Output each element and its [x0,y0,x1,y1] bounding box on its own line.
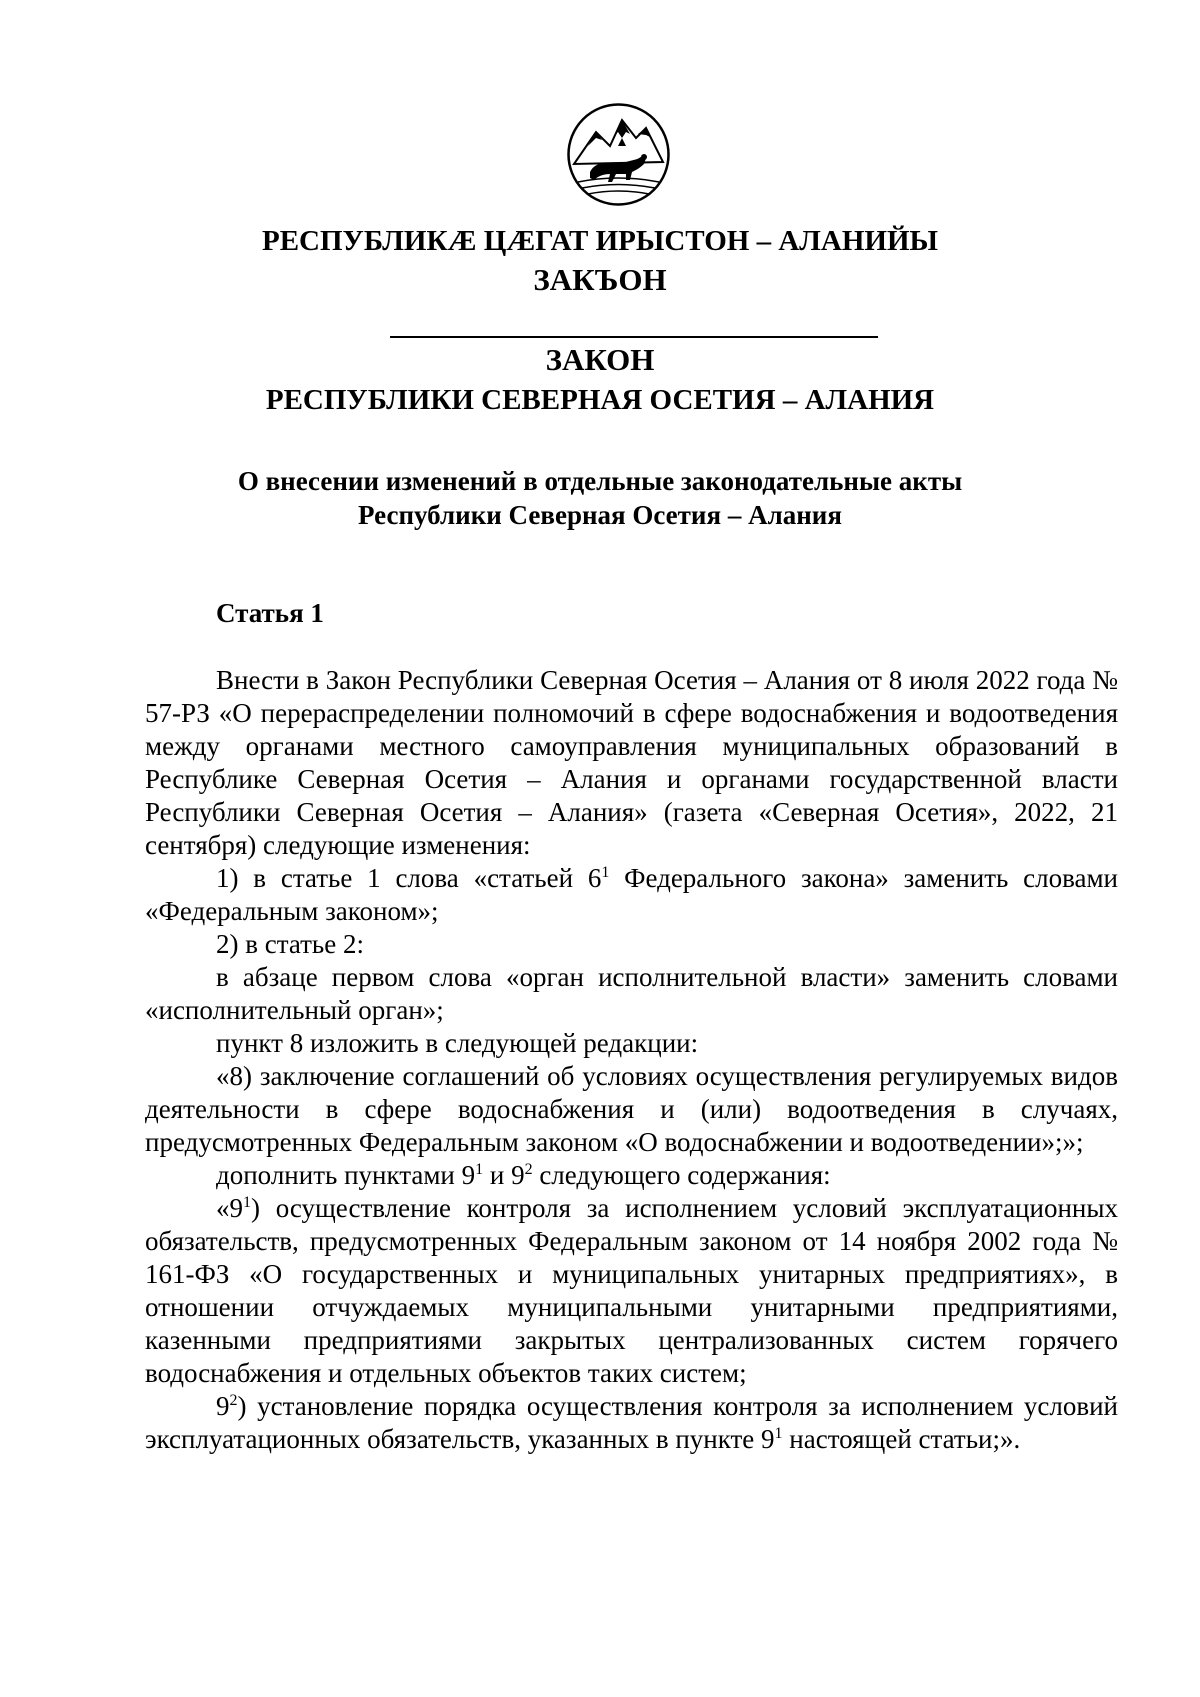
add-points-text: и 9 [483,1160,525,1190]
item-1-text-end: Федерального закона» заменить словами «Федеральным законом»; [145,863,1119,926]
russian-republic-title: РЕСПУБЛИКИ СЕВЕРНАЯ ОСЕТИЯ – АЛАНИЯ [265,384,935,416]
punkt-8-intro-paragraph: пункт 8 изложить в следующей редакции: [216,1028,699,1058]
article-intro-paragraph: Внести в Закон Республики Северная Осетия – Алания от 8 июля 2022 года № 57-РЗ «О перераспределении полномочий в сфере водоснабжения и водоотведения между органами местного самоуправления муниципальных образований в Республике Северная Осетия – Алания и органами государственной власти Республики Северная Осетия – Алания» (газета «Северная Осетия», 2022, 21 сентября) следующие изменения: [145,665,1118,860]
superscript: 2 [229,1392,238,1409]
superscript: 1 [243,1194,251,1211]
punkt-9-1-paragraph [145,1192,1118,1390]
punkt-9-2-paragraph [145,1390,1118,1456]
law-subject-line-1: О внесении изменений в отдельные законодательные акты [237,466,963,496]
item-2-paragraph: 2) в статье 2: [216,929,364,959]
add-points-text: следующего содержания: [532,1160,831,1190]
ossetian-republic-title: РЕСПУБЛИКӔ ЦӔГАТ ИРЫСТОН – АЛАНИЙЫ [262,225,938,257]
article-body [145,664,1118,1456]
punkt-9-1-text: ) осуществление контроля за исполнением условий эксплуатационных обязательств, предусмотренных Федеральным законом от 14 ноября 2002 года № 161-ФЗ «О государственных и муниципальных унитарных предприятиях», в отношении отчуждаемых муниципальными унитарными предприятиями, казенными предприятиями закрытых централизованных систем горячего водоснабжения и отдельных объектов таких систем; [145,1193,1118,1388]
punkt-9-2-text: ) установление порядка осуществления контроля за исполнением условий эксплуатационных обязательств, указанных в пункте 9 [145,1391,1118,1454]
superscript: 1 [774,1425,783,1442]
add-points-paragraph [145,1159,1118,1192]
punkt-9-1-number: «9 [216,1193,243,1223]
article-heading: Статья 1 [216,598,324,628]
law-subject-line-2: Республики Северная Осетия – Алания [358,500,842,530]
item-1-paragraph [145,862,1118,928]
punkt-9-2-text-end: настоящей статьи;». [782,1424,1021,1454]
superscript: 1 [601,864,610,881]
punkt-8-paragraph: «8) заключение соглашений об условиях осуществления регулируемых видов деятельности в сфере водоснабжения и (или) водоотведения в случаях, предусмотренных Федеральным законом «О водоснабжении и водоотведении»;»; [145,1061,1118,1157]
superscript: 2 [524,1161,533,1178]
ossetian-law-label: ЗАКЪОН [533,262,667,297]
header-divider [390,336,878,338]
add-points-text: дополнить пунктами 9 [216,1160,476,1190]
superscript: 1 [475,1161,484,1178]
republic-coat-of-arms-icon [566,102,671,207]
item-1-text: 1) в статье 1 слова «статьей 6 [216,863,602,893]
abzac-paragraph: в абзаце первом слова «орган исполнительной власти» заменить словами «исполнительный орган»; [145,962,1118,1025]
punkt-9-2-number: 9 [216,1391,230,1421]
russian-law-label: ЗАКОН [545,342,655,377]
